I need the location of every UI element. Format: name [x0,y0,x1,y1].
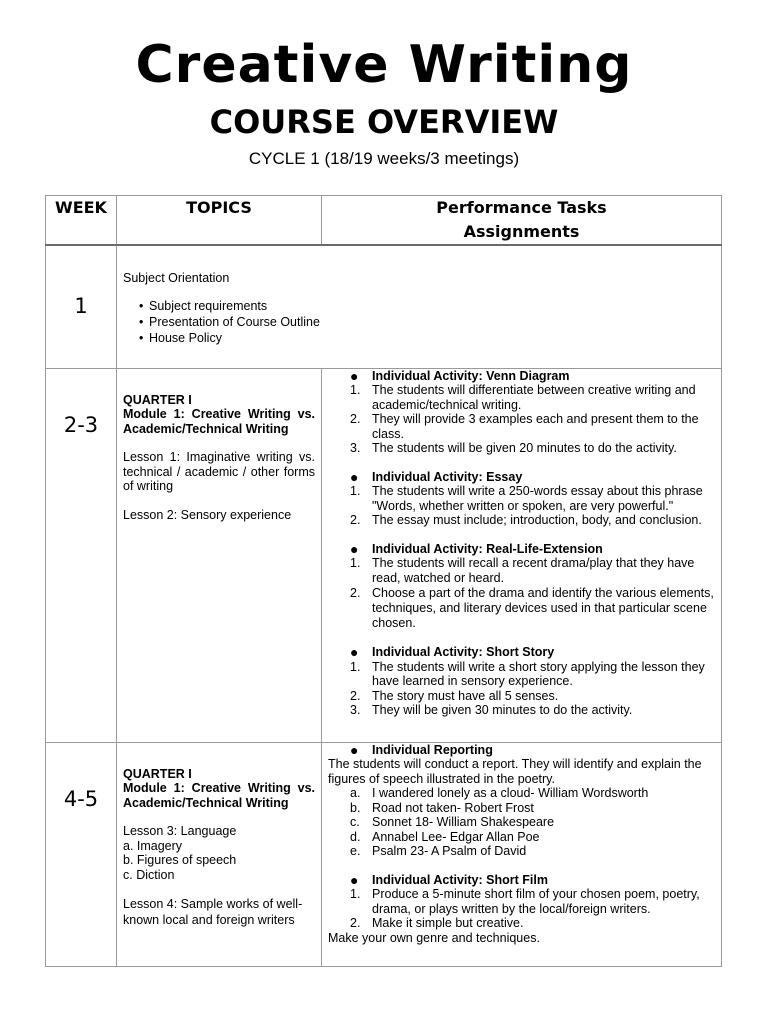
activity-heading: ● Individual Activity: Real-Life-Extension [350,540,603,557]
bullet-icon: ● [350,644,359,660]
topics-column-header: TOPICS [117,196,322,246]
week-cell [46,368,117,742]
quarter-label: QUARTER I [123,766,192,781]
list-item: 2. Make it simple but creative. [350,916,524,930]
module-title: Module 1: Creative Writing vs. Academic/Technical Writing [123,407,315,436]
list-item: b. Figures of speech [123,853,237,867]
topics-cell [117,742,322,966]
list-item: a. Imagery [123,838,183,853]
activity-heading: ● Individual Activity: Short Film [350,871,548,888]
reporting-text: The students will conduct a report. They will identify and explain the figures of speech illustrated in the poetry. [328,757,702,786]
list-item: 3. They will be given 30 minutes to do the activity. [350,703,633,717]
lesson-text: Lesson 4: Sample works of well-known local and foreign writers [123,897,303,927]
lesson-text: Lesson 3: Language [123,824,237,838]
tasks-cell [322,742,722,966]
list-item: 1. The students will write a 250-words essay about this phrase "Words, whether written or spoken, are very powerful." [350,484,703,513]
week-cell [46,245,117,368]
tasks-cell [322,368,722,742]
bullet-icon: ● [350,871,359,888]
lesson-text: Lesson 1: Imaginative writing vs. technical / academic / other forms of writing [123,450,315,493]
bullet-icon: ● [350,540,359,557]
activity-heading: ● Individual Reporting [350,741,493,758]
week-cell [46,742,117,966]
table-row [46,245,722,368]
tasks-header-line2: Assignments [463,222,580,241]
bullet-icon: ● [350,468,359,485]
bullet-icon: ● [350,367,359,384]
table-header-row [46,196,722,246]
orientation-list [117,298,721,346]
list-item: • Presentation of Course Outline [117,314,721,330]
list-item: 2. Choose a part of the drama and identify the various elements, techniques, and literary devices used in that particular scene chosen. [350,586,714,630]
tasks-column-header [322,196,722,246]
list-item: 1. The students will recall a recent drama/play that they have read, watched or heard. [350,556,695,585]
week-number: 1 [74,294,88,318]
week-column-header: WEEK [46,196,117,246]
orientation-cell [117,245,722,368]
quarter-label: QUARTER I [123,392,192,407]
week-number: 2-3 [63,412,99,437]
document-subtitle: COURSE OVERVIEW [209,103,559,141]
activity-heading: ● Individual Activity: Short Story [350,644,555,660]
lesson-text: Lesson 2: Sensory experience [123,507,292,522]
course-overview-table [45,195,722,967]
bullet-icon: ● [350,741,359,758]
list-item: • Subject requirements [117,298,721,314]
document-title: Creative Writing [135,35,633,95]
activity-heading: ● Individual Activity: Venn Diagram [350,367,570,384]
list-item: b. Road not taken- Robert Frost [350,800,534,815]
list-item: d. Annabel Lee- Edgar Allan Poe [350,829,540,844]
list-item: 3. The students will be given 20 minutes to do the activity. [350,441,677,455]
cycle-line: CYCLE 1 (18/19 weeks/3 meetings) [248,149,520,168]
list-item: c. Sonnet 18- William Shakespeare [350,815,555,829]
table-row [46,742,722,966]
list-item: 2. They will provide 3 examples each and present them to the class. [350,412,699,441]
list-item: 1. The students will write a short story applying the lesson they have learned in sensory experience. [350,659,705,688]
orientation-title: Subject Orientation [123,271,230,285]
activity-heading: ● Individual Activity: Essay [350,468,523,485]
film-footer: Make your own genre and techniques. [328,930,540,945]
list-item: 1. Produce a 5-minute short film of your chosen poem, poetry, drama, or plays written by the local/foreign writers. [350,887,700,916]
list-item: c. Diction [123,867,175,882]
list-item: 1. The students will differentiate between creative writing and academic/technical writing. [350,383,696,412]
topics-cell [117,368,322,742]
module-title: Module 1: Creative Writing vs. Academic/Technical Writing [123,781,315,810]
list-item: 2. The story must have all 5 senses. [350,688,559,703]
list-item: e. Psalm 23- A Psalm of David [350,844,527,858]
week-number: 4-5 [63,786,99,811]
list-item: • House Policy [117,330,721,346]
list-item: 2. The essay must include; introduction, body, and conclusion. [350,513,702,527]
list-item: a. I wandered lonely as a cloud- William Wordsworth [350,786,649,800]
table-row [46,368,722,742]
tasks-header-line1: Performance Tasks [436,198,607,217]
